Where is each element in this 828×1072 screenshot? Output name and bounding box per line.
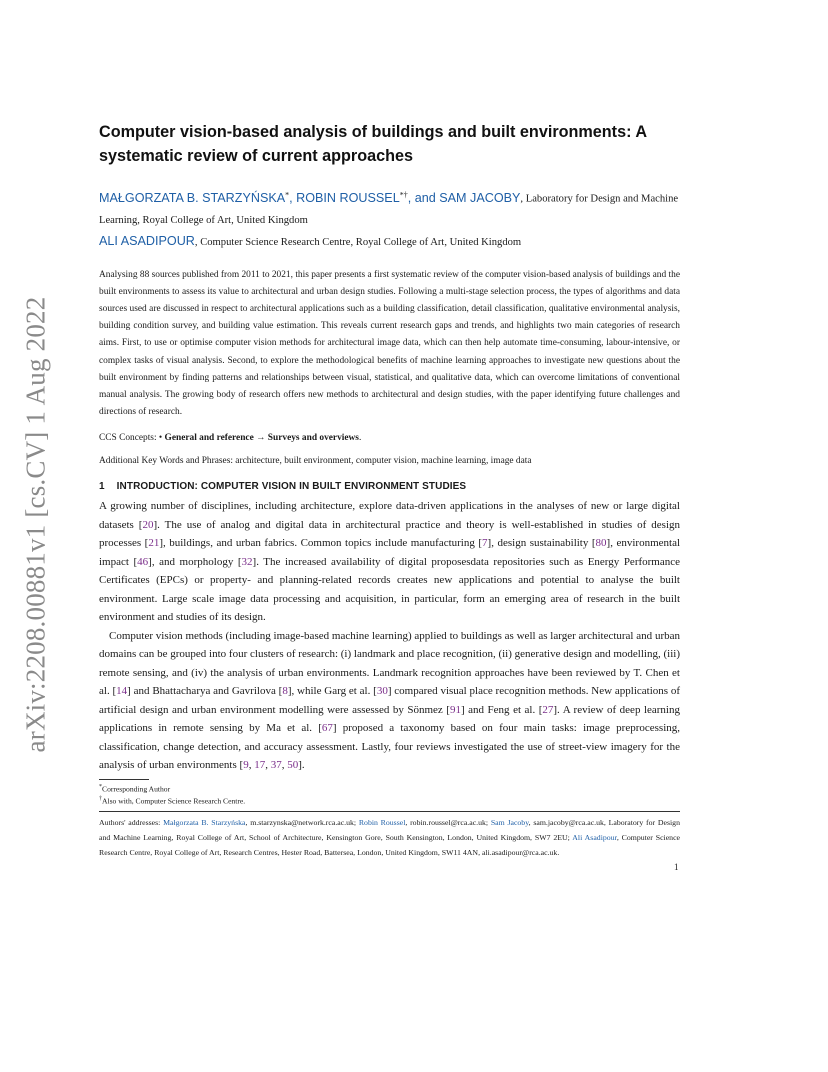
author-link[interactable]: Małgorzata B. Starzyńska	[163, 817, 246, 827]
author-line-1	[99, 184, 680, 231]
author-separator: , and	[407, 190, 440, 205]
citation-link[interactable]: 27	[542, 703, 554, 716]
author-list	[99, 190, 521, 205]
citation-link[interactable]: 14	[116, 685, 128, 698]
citation-link[interactable]: 17	[254, 759, 266, 772]
author-link[interactable]: Sam Jacoby	[490, 817, 529, 827]
footnote-text: Also with, Computer Science Research Centre.	[102, 796, 246, 806]
paper-title: Computer vision-based analysis of buildings and built environments: A systematic review of current approaches	[99, 123, 647, 165]
ccs-label: CCS Concepts: •	[99, 433, 165, 444]
footnotes	[99, 782, 680, 807]
author-name: ALI ASADIPOUR	[99, 233, 195, 248]
author-name: ROBIN ROUSSEL	[296, 190, 400, 205]
footnote-mark: †	[99, 796, 102, 803]
footnote-mark: *	[99, 783, 102, 790]
citation-link[interactable]: 8	[282, 685, 288, 698]
citation-link[interactable]: 7	[482, 537, 488, 550]
paper-page	[99, 120, 680, 860]
author-link[interactable]: Ali Asadipour	[572, 832, 617, 842]
body-paragraph-2: Computer vision methods (including image-based machine learning) applied to buildings as well as larger architectural and urban domains can be grouped into four clusters of research: (i) landmark and place recognition, (ii) generative design and modelling, (iii) remote sensing, and (iv) the analysis of urban environments. Landmark recognition approaches have been reviewed by T. Chen et al. [14] and Bhattacharya and Gavrilova [8], while Garg et al. [30] compared visual place recognition methods. New applications of artificial design and urban environment modelling were assessed by Sönmez [91] and Feng et al. [27]. A review of deep learning applications in remote sensing by Ma et al. [67] proposed a taxonomy based on four main tasks: image preprocessing, classification, change detection, and accuracy assessment. Lastly, four reviews investigated the use of street-view imagery for the analysis of urban environments [9, 17, 37, 50].	[99, 629, 681, 772]
footnote	[99, 782, 680, 795]
author-line-2	[99, 231, 680, 253]
citation-link[interactable]: 9	[243, 759, 249, 772]
citation-link[interactable]: 67	[321, 722, 333, 735]
citation-link[interactable]: 21	[148, 537, 160, 550]
citation-link[interactable]: 46	[137, 555, 149, 568]
body-paragraph-1: A growing number of disciplines, including architecture, explore data-driven applications in the analyses of new or large digital datasets [20]. The use of analog and digital data in architectural practice and theory is well-established in studies of design processes [21], buildings, and urban fabrics. Common topics include manufacturing [7], design sustainability [80], environmental impact [46], and morphology [32]. The increased availability of digital proposesdata repositories such as Energy Performance Certificates (EPCs) or property- and planning-related records creates new applications and potential to analyse the built environment. Large scale image data processing and acquisition, in particular, form an emerging area of research in the built environment and studies of its design.	[99, 500, 681, 624]
citation-link[interactable]: 37	[270, 759, 282, 772]
author-mark: *	[285, 190, 290, 199]
footnote	[99, 794, 680, 807]
affiliation-1: , Laboratory for Design and Machine Learning, Royal College of Art, United Kingdom	[99, 193, 679, 226]
citation-link[interactable]: 20	[142, 518, 154, 531]
citation-link[interactable]: 80	[595, 537, 607, 550]
keywords: Additional Key Words and Phrases: architecture, built environment, computer vision, machine learning, image data	[99, 456, 532, 467]
section-number: 1	[99, 481, 105, 493]
footnote-text: Corresponding Author	[102, 784, 171, 794]
ccs-concepts	[99, 430, 680, 447]
author-name: MAŁGORZATA B. STARZYŃSKA	[99, 190, 286, 205]
arxiv-identifier-text: arXiv:2208.00881v1 [cs.CV] 1 Aug 2022	[20, 296, 51, 752]
author-link[interactable]: Robin Roussel	[358, 817, 406, 827]
citation-link[interactable]: 32	[241, 555, 253, 568]
page-number: 1	[674, 862, 679, 872]
ccs-value: General and reference → Surveys and overviews	[164, 433, 359, 444]
citation-link[interactable]: 30	[376, 685, 388, 698]
author-addresses: Authors' addresses: Małgorzata B. Starzyńska, m.starzynska@network.rca.ac.uk; Robin Roussel, robin.roussel@rca.ac.uk; Sam Jacoby, sam.jacoby@rca.ac.uk, Laboratory for Design and Machine Learning, Royal College of Art, School of Architecture, Kensington Gore, South Kensington, London, United Kingdom, SW7 2EU; Ali Asadipour, Computer Science Research Centre, Royal College of Art, Research Centres, Hester Road, Battersea, London, United Kingdom, SW11 4AN, ali.asadipour@rca.ac.uk.	[99, 817, 680, 857]
citation-link[interactable]: 91	[449, 703, 461, 716]
citation-link[interactable]: 50	[287, 759, 299, 772]
author-separator: ,	[289, 190, 297, 205]
author-name: SAM JACOBY	[439, 190, 521, 205]
affiliation-2: , Computer Science Research Centre, Royal College of Art, United Kingdom	[194, 236, 522, 248]
author-mark: *†	[399, 190, 408, 199]
footnote-rule	[99, 779, 149, 780]
ccs-end: .	[358, 433, 362, 444]
arxiv-identifier	[18, 288, 54, 760]
abstract: Analysing 88 sources published from 2011 to 2021, this paper presents a first systematic review of the computer vision-based analysis of buildings and the built environments to assess its value to architectural and urban design studies. Following a multi-stage selection process, the types of algorithms and data sources used are discussed in respect to architectural applications such as a building classification, detail classification, qualitative environmental analysis, building condition survey, and building value estimation. This reveals current research gaps and trends, and highlights two main categories of research aims. First, to use or optimise computer vision methods for architectural image data, which can then help automate time-consuming, labour-intensive, or complex tasks of visual analysis. Second, to explore the methodological benefits of machine learning approaches to investigate new questions about the built environment by finding patterns and relationships between visual, statistical, and qualitative data, which can overcome limitations of conventional manual analysis. The growing body of research offers new methods to architectural and design studies, with the paper identifying future challenges and directions of research.	[99, 269, 680, 418]
section-heading	[99, 481, 680, 492]
section-title: INTRODUCTION: COMPUTER VISION IN BUILT ENVIRONMENT STUDIES	[116, 481, 467, 493]
address-rule	[99, 811, 680, 812]
